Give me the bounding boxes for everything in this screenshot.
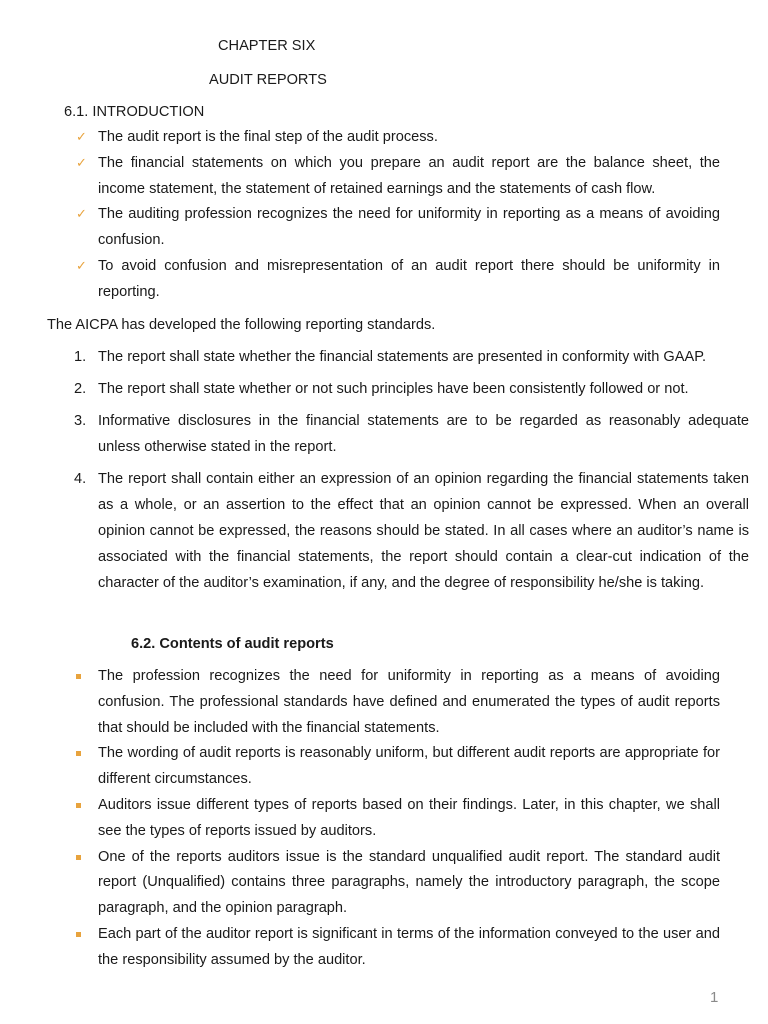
- list-item-text: The financial statements on which you prepare an audit report are the balance sheet, the income statement, the statement of retained earnings and the statements of cash flow.: [98, 154, 720, 197]
- list-item-text: The profession recognizes the need for uniformity in reporting as a means of avoiding confusion. The professional standards have defined and enumerated the types of audit reports that should be included with the financial statements.: [98, 668, 720, 736]
- item-number: 1.: [74, 349, 87, 365]
- list-item: [76, 125, 720, 151]
- list-item-text: Auditors issue different types of reports based on their findings. Later, in this chapter, we shall see the types of reports issued by auditors.: [98, 796, 720, 839]
- chapter-title: AUDIT REPORTS: [209, 72, 327, 88]
- numbered-item-text: The report shall state whether or not such principles have been consistently followed or not.: [98, 381, 689, 398]
- check-icon: ✓: [76, 155, 87, 171]
- contents-list: [98, 664, 720, 974]
- list-item: [98, 845, 720, 922]
- standards-intro: The AICPA has developed the following reporting standards.: [47, 317, 436, 333]
- square-bullet-icon: [76, 932, 81, 937]
- check-icon: ✓: [76, 207, 87, 223]
- numbered-item-text: The report shall contain either an expression of an opinion regarding the financial statements taken as a whole, or an assertion to the effect that an opinion cannot be expressed. When an overall opinion cannot be expressed, the reasons should be stated. In all cases where an auditor’s name is associated with the financial statements, the report should contain a clear-cut indication of the character of the auditor’s examination, if any, and the degree of responsibility he/she is taking.: [98, 471, 749, 591]
- list-item: [76, 202, 720, 254]
- square-bullet-icon: [76, 855, 81, 860]
- numbered-item: [74, 467, 749, 596]
- check-icon: ✓: [76, 258, 87, 274]
- list-item-text: One of the reports auditors issue is the standard unqualified audit report. The standard audit report (Unqualified) contains three paragraphs, namely the introductory paragraph, the scope paragraph, and the opinion paragraph.: [98, 848, 720, 917]
- list-item: [76, 254, 720, 306]
- list-item: [98, 741, 720, 793]
- square-bullet-icon: [76, 751, 81, 756]
- item-number: 2.: [74, 381, 87, 398]
- check-icon: ✓: [76, 130, 87, 145]
- numbered-item: [74, 409, 749, 461]
- page-number: 1: [710, 989, 719, 1006]
- numbered-item: [74, 377, 749, 403]
- list-item: [98, 922, 720, 974]
- chapter-label: CHAPTER SIX: [218, 38, 316, 54]
- square-bullet-icon: [76, 803, 81, 808]
- reporting-standards-list: [74, 345, 749, 603]
- section-heading-introduction: 6.1. INTRODUCTION: [64, 104, 205, 120]
- numbered-item-text: The report shall state whether the financial statements are presented in conformity with GAAP.: [98, 349, 707, 365]
- list-item: [98, 664, 720, 741]
- numbered-item-text: Informative disclosures in the financial statements are to be regarded as reasonably adequate unless otherwise stated in the report.: [98, 413, 749, 456]
- item-number: 3.: [74, 413, 87, 430]
- list-item-text: To avoid confusion and misrepresentation of an audit report there should be uniformity in reporting.: [98, 257, 720, 300]
- section-heading-contents: 6.2. Contents of audit reports: [131, 636, 334, 652]
- list-item-text: The audit report is the final step of the audit process.: [98, 129, 438, 145]
- list-item-text: Each part of the auditor report is significant in terms of the information conveyed to the user and the responsibility assumed by the auditor.: [98, 925, 720, 968]
- item-number: 4.: [74, 471, 87, 488]
- square-bullet-icon: [76, 674, 81, 679]
- list-item-text: The wording of audit reports is reasonably uniform, but different audit reports are appropriate for different circumstances.: [98, 745, 720, 788]
- numbered-item: [74, 345, 749, 371]
- introduction-list: [76, 125, 720, 306]
- list-item: [98, 793, 720, 845]
- list-item: [76, 151, 720, 203]
- list-item-text: The auditing profession recognizes the need for uniformity in reporting as a means of avoiding confusion.: [98, 206, 720, 249]
